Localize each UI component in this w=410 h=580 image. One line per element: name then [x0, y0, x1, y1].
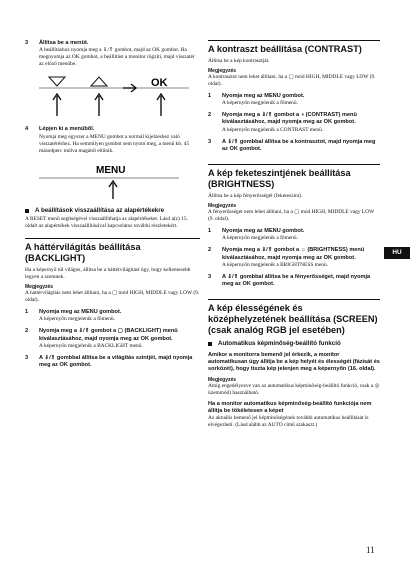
step-number: 3: [25, 40, 29, 46]
auto-adjust-text: Amikor a monitorra bemenő jel érkezik, a monitor automatikusan úgy állítja be a kép helyét és élességét (fázisát és sorközét), hogy tiszta kép jelenjen meg a képernyőn (16. oldal).: [208, 351, 380, 373]
right-arrow-icon: [123, 84, 136, 92]
step-text: Nyomja meg egyszer a MENU gombot a normál kijelzéshez való visszatéréshez. Ha semmilyen gombot sem nyom meg, a menü kb. 45 másodperc múlva magától eltűnik.: [39, 133, 190, 154]
brightness-note: A fényerősséget nem lehet állítani, ha a ▢ mód HIGH, MIDDLE vagy LOW (9. oldal).: [208, 209, 375, 223]
contrast-intro: Állítsa be a kép kontrasztját.: [208, 57, 270, 64]
step-number: 3: [208, 138, 212, 145]
step-title: Nyomja meg az MENU gombot.: [39, 309, 122, 316]
contrast-note-label: Megjegyzés: [208, 67, 237, 74]
step-title: Nyomja meg a ⇓/⇑ gombot a ▢ (BACKLIGHT) menü kiválasztásához, majd nyomja meg az OK gombot.: [39, 328, 178, 342]
reset-text: A RESET menü segítségével visszaállíthatja az alapértékeket. Lásd a(z) 15. oldalt az alapértékek visszaállításával kapcsolatos további részletekért.: [25, 216, 188, 230]
step-text: A képernyőn megjelenik a főmenü.: [39, 316, 115, 323]
ok-press-arrow-icon: [157, 94, 165, 116]
step-title: Nyomja meg a ⇓/⇑ gombot a ◑ (CONTRAST) menü kiválasztásához, majd nyomja meg az OK gombot.: [222, 112, 357, 126]
right-column: [208, 40, 380, 429]
step-title: Lépjen ki a menüből.: [39, 126, 95, 133]
step-number: 2: [25, 328, 29, 335]
brightness-step-1: [208, 228, 380, 242]
backlight-step-3: [25, 355, 200, 370]
left-column: [25, 40, 200, 375]
backlight-step-2: [25, 328, 200, 350]
down-arrow-icon: [49, 77, 65, 116]
menu-press-arrow-icon: [109, 181, 117, 199]
manual-adjust-text: Az aktuális bemenő jel képminőségének további automatikus beállítását is elvégezheti. (Lásd alább az AUTO című szakaszt.): [208, 415, 369, 429]
contrast-step-2: [208, 112, 380, 134]
step-4-exit-menu: [25, 126, 200, 154]
step-number: 2: [208, 247, 212, 254]
menu-label: MENU: [96, 164, 126, 176]
ok-label: OK: [151, 77, 168, 90]
step-number: 1: [25, 309, 29, 316]
brightness-heading: A kép feketeszintjének beállítása (BRIGHTNESS): [208, 164, 380, 190]
sharpness-note: Amíg engedélyezve van az automatikus képminőség-beállító funkció, csak a ◎ üzemmód) használható.: [208, 382, 380, 396]
backlight-intro: Ha a képernyő túl világos, állítsa be a háttérvilágítást úgy, hogy kellemesebb legyen a szemnek.: [25, 267, 191, 281]
language-tab: HU: [384, 247, 410, 259]
step-text: A képernyőn megjelenik a főmenü.: [222, 235, 298, 242]
step-title: A ⇓/⇑ gombbal állítsa be a fényerősséget, majd nyomja meg az OK gombot.: [222, 273, 371, 288]
contrast-note: A kontrasztot nem lehet állítani, ha a ▢ mód HIGH, MIDDLE vagy LOW (9. oldal).: [208, 73, 376, 87]
step-title: Nyomja meg a ⇓/⇑ gombot a ☼ (BRIGHTNESS) menü kiválasztásához, majd nyomja meg az OK gombot.: [222, 247, 365, 261]
backlight-step-1: [25, 309, 200, 323]
contrast-step-1: [208, 93, 380, 107]
step-text: A beállításhoz nyomja meg a ⇓/⇑ gombot, majd az OK gombot. Ha megnyomja az OK gombot, a beállítást a monitor rögzíti, majd visszatér az előző menübe.: [39, 47, 195, 68]
step-text: A képernyőn megjelenik a BACKLIGHT menü.: [39, 343, 143, 349]
step-title: Állítsa be a menüt.: [39, 40, 89, 46]
contrast-step-3: [208, 139, 380, 154]
step-number: 4: [25, 126, 29, 133]
brightness-step-2: [208, 247, 380, 269]
up-arrow-icon: [91, 77, 107, 116]
step-number: 2: [208, 112, 212, 119]
step-number: 1: [208, 92, 212, 99]
manual-adjust-heading: Ha a monitor automatikus képminőség-beállító funkciója nem állítja be tökéletesen a képet: [208, 400, 372, 414]
sharpness-note-label: Megjegyzés: [208, 376, 237, 383]
page-number: 11: [366, 545, 375, 555]
step-number: 3: [25, 355, 29, 362]
arrow-buttons-figure: [39, 74, 199, 122]
step-title: Nyomja meg az MENU gombot.: [222, 228, 305, 235]
brightness-intro: Állítsa be a kép fényerősségét (feketeszint).: [208, 192, 303, 199]
backlight-note-label: Megjegyzés: [25, 284, 54, 291]
brightness-step-3: [208, 274, 380, 289]
brightness-note-label: Megjegyzés: [208, 203, 237, 209]
step-text: A képernyőn megjelenik a BRIGHTNESS menü.: [222, 261, 328, 268]
backlight-heading: A háttérvilágítás beállítása (BACKLIGHT): [25, 238, 200, 264]
step-title: Nyomja meg az MENU gombot.: [222, 92, 305, 99]
step-text: A képernyőn megjelenik a CONTRAST menü.: [222, 126, 324, 133]
sharpness-heading: A kép élességének és középhelyzetének beállítása (SCREEN) (csak analóg RGB jel esetében): [208, 299, 380, 336]
contrast-heading: A kontraszt beállítása (CONTRAST): [208, 40, 380, 55]
auto-adjust-heading: Automatikus képminőség-beállító funkció: [208, 340, 380, 348]
backlight-note: A háttérvilágítás nem lehet állítani, ha a ▢ mód HIGH, MIDDLE vagy LOW (9. oldal).: [25, 290, 200, 304]
menu-button-figure: [39, 161, 200, 201]
step-title: A ⇓/⇑ gombbal állítsa be a világítás szintjét, majd nyomja meg az OK gombot.: [39, 355, 193, 369]
button-diagram: [39, 74, 200, 122]
step-number: 3: [208, 273, 212, 280]
step-number: 1: [208, 228, 212, 235]
reset-heading: A beállítások visszaállítása az alapértékekre: [25, 207, 200, 215]
step-title: A ⇓/⇑ gombbal állítsa be a kontrasztot, majd nyomja meg az OK gombot.: [222, 138, 376, 152]
step-3-set-menu: [25, 40, 200, 68]
step-text: A képernyőn megjelenik a főmenü.: [222, 100, 298, 107]
